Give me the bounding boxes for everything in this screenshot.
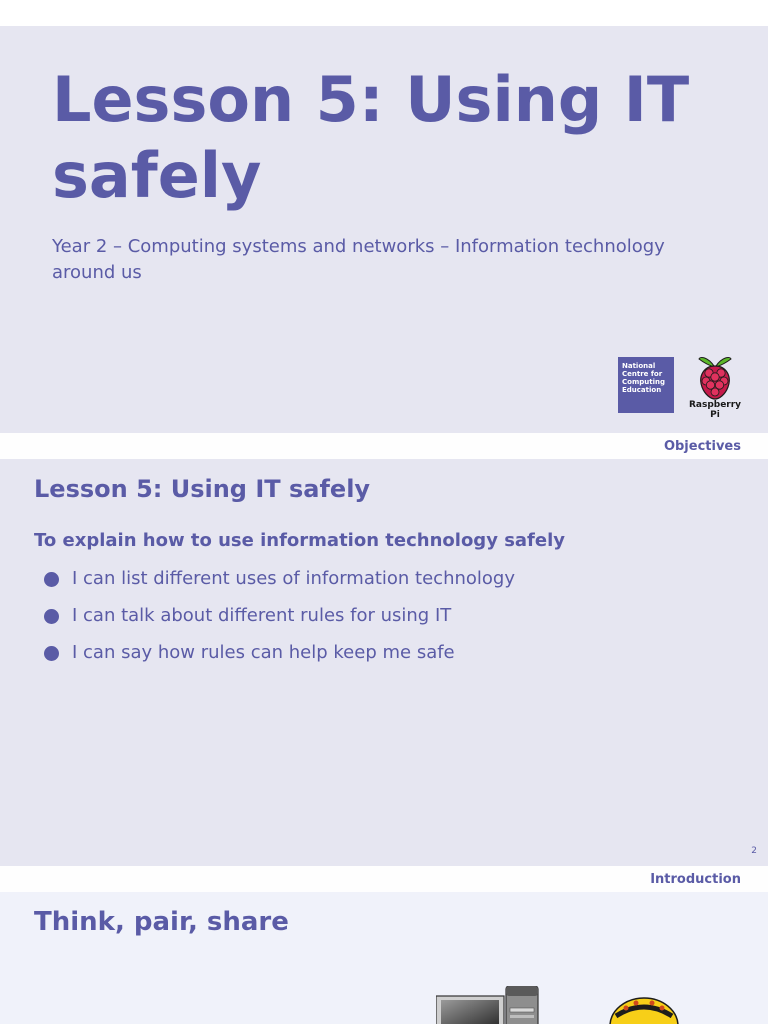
objectives-slide (0, 459, 768, 866)
lesson-subtitle: Year 2 – Computing systems and networks – Information technology around us (52, 236, 665, 283)
bullet-icon (44, 572, 59, 587)
list-item (44, 640, 515, 677)
ncce-logo-line: Centre for (622, 370, 663, 378)
raspberry-pi-logo (684, 354, 746, 420)
section-label: Introduction (650, 872, 741, 887)
bullet-icon (44, 646, 59, 661)
learning-objective: To explain how to use information technology safely (34, 530, 565, 551)
page-number: 2 (751, 846, 757, 856)
ncce-logo (618, 357, 674, 413)
list-item (44, 566, 515, 603)
section-header-introduction (0, 866, 768, 892)
bee-bot-icon (606, 996, 686, 1024)
criterion-text: I can say how rules can help keep me safe (72, 642, 455, 663)
success-criteria-list (44, 566, 515, 677)
introduction-slide (0, 892, 768, 1024)
list-item (44, 603, 515, 640)
criterion-text: I can talk about different rules for using IT (72, 605, 452, 626)
slide-title: Lesson 5: Using IT safely (34, 475, 371, 503)
slide-title: Think, pair, share (34, 907, 289, 937)
lesson-title: Lesson 5: Using IT safely (52, 63, 690, 212)
title-slide (0, 26, 768, 433)
criterion-text: I can list different uses of information technology (72, 568, 516, 589)
raspberry-pi-icon (697, 354, 733, 400)
ncce-logo-line: National (622, 362, 656, 370)
ncce-logo-line: Computing (622, 378, 665, 386)
section-label: Objectives (663, 439, 741, 454)
ncce-logo-line: Education (622, 386, 662, 394)
computer-icon (436, 986, 546, 1024)
section-header-objectives (0, 433, 768, 459)
bullet-icon (44, 609, 59, 624)
raspberry-pi-label: Raspberry Pi (688, 400, 742, 420)
